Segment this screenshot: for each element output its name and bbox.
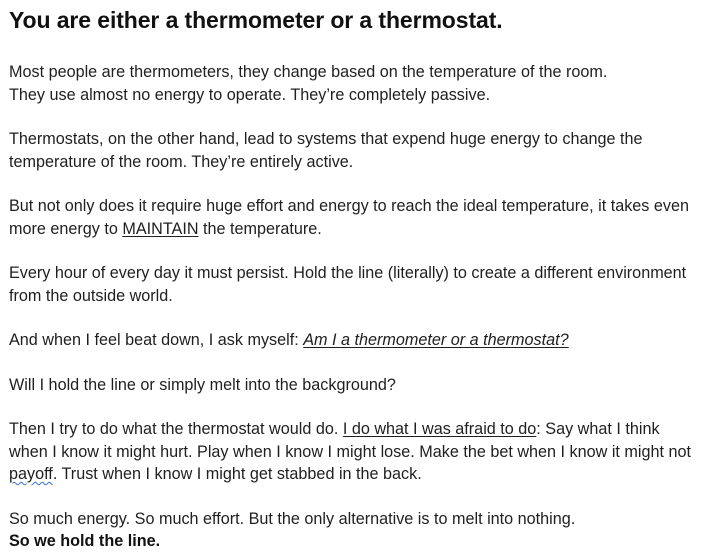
paragraph-conclusion-line-1: So much energy. So much effort. But the only alternative is to melt into nothing.	[9, 509, 576, 528]
paragraph-thermometers-line-2: They use almost no energy to operate. They’re completely passive.	[9, 85, 491, 104]
paragraph-thermostats: Thermostats, on the other hand, lead to systems that expend huge energy to change the temperature of the room. They’re entirely active.	[9, 130, 643, 171]
paragraph-question-text: And when I feel beat down, I ask myself:	[9, 331, 304, 349]
paragraph-thermometers	[9, 61, 701, 106]
afraid-emphasis: I do what I was afraid to do	[342, 420, 537, 438]
paragraph-thermometers-line-1: Most people are thermometers, they change based on the temperature of the room.	[9, 63, 608, 81]
paragraph-afraid	[9, 418, 701, 486]
question-emphasis: Am I a thermometer or a thermostat?	[303, 331, 569, 349]
paragraph-afraid-text: Then I try to do what the thermostat would do.	[9, 420, 343, 438]
maintain-emphasis: MAINTAIN	[122, 219, 199, 238]
spacer	[9, 106, 701, 128]
spacer	[9, 352, 701, 374]
spellcheck-word[interactable]: payoff	[9, 465, 53, 483]
paragraph-hold-the-line: Will I hold the line or simply melt into the background?	[9, 375, 396, 394]
paragraph-afraid-end: . Trust when I know I might get stabbed in the back.	[52, 465, 422, 483]
spacer	[9, 396, 701, 418]
spacer	[9, 35, 701, 61]
paragraph-maintain	[9, 195, 701, 240]
spacer	[9, 307, 701, 329]
paragraph-conclusion	[9, 508, 701, 553]
document-title: You are either a thermometer or a thermostat.	[9, 7, 503, 33]
paragraph-maintain-text: But not only does it require huge effort and energy to reach the ideal temperature, it takes even more energy to	[9, 197, 690, 238]
paragraph-maintain-end: the temperature.	[198, 219, 322, 238]
paragraph-persist: Every hour of every day it must persist. Hold the line (literally) to create a different environment from the outside world.	[9, 264, 687, 305]
spacer	[9, 173, 701, 195]
document-body	[9, 0, 701, 553]
spacer	[9, 240, 701, 262]
paragraph-afraid-middle: : Say what I think when I know it might hurt. Play when I know I might lose. Make the bet when I know it might not	[9, 420, 692, 461]
spacer	[9, 486, 701, 508]
paragraph-question	[9, 329, 701, 352]
closing-statement: So we hold the line.	[9, 532, 161, 550]
